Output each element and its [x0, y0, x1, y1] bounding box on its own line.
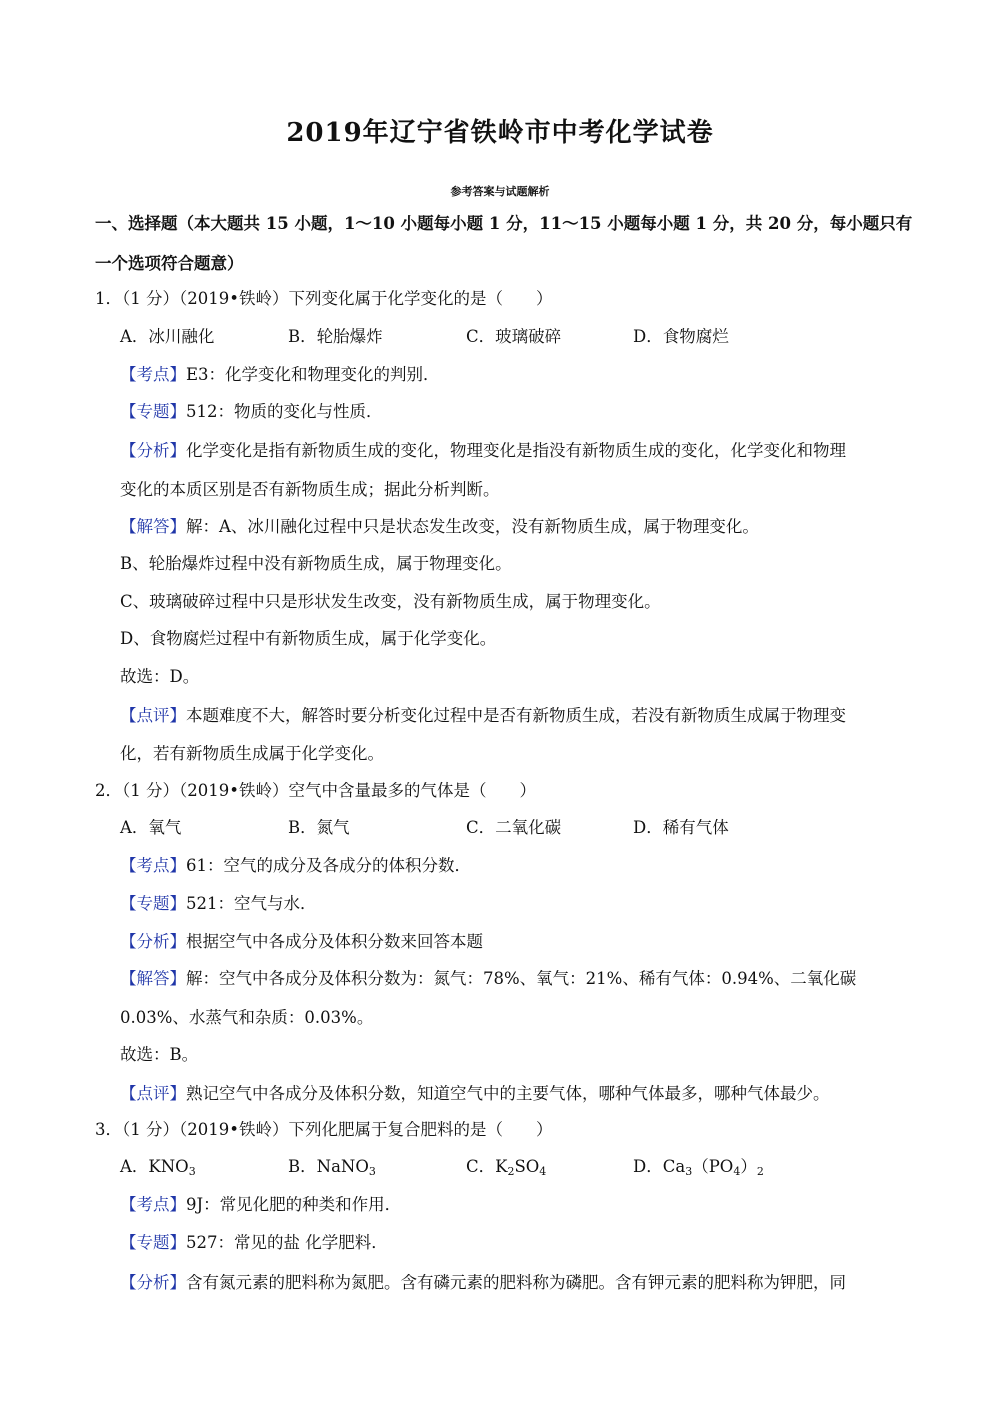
page-title: 2019年辽宁省铁岭市中考化学试卷 — [286, 118, 714, 148]
q2-option-a: A．氧气 — [120, 818, 182, 837]
kaodian-tag: 【考点】 — [120, 365, 186, 384]
q1-fenxi: 【分析】化学变化是指有新物质生成的变化，物理变化是指没有新物质生成的变化，化学变化和物理 — [120, 441, 846, 460]
q2-kaodian: 【考点】61：空气的成分及各成分的体积分数． — [120, 856, 471, 875]
q3-option-c: C．$K_2SO_4$ — [466, 1157, 547, 1178]
q2-fenxi: 【分析】根据空气中各成分及体积分数来回答本题 — [120, 932, 483, 951]
q1-option-d: D．食物腐烂 — [633, 327, 729, 346]
q3-zhuanti: 【专题】527：常见的盐 化学肥料． — [120, 1233, 388, 1252]
fenxi-tag: 【分析】 — [120, 441, 186, 460]
section-heading-cont: 一个选项符合题意） — [95, 254, 244, 273]
q1-jieda-d: D、食物腐烂过程中有新物质生成，属于化学变化。 — [120, 629, 497, 648]
question-1-stem: 1．（1 分）（2019•铁岭）下列变化属于化学变化的是（ ） — [95, 289, 553, 308]
q2-jieda: 【解答】解：空气中各成分及体积分数为：氮气：78%、氧气：21%、稀有气体：0.94%、二氧化碳 — [120, 969, 857, 988]
q2-zhuanti: 【专题】521：空气与水． — [120, 894, 317, 913]
q3-fenxi: 【分析】含有氮元素的肥料称为氮肥。含有磷元素的肥料称为磷肥。含有钾元素的肥料称为钾肥，同 — [120, 1273, 846, 1292]
q1-dianping: 【点评】本题难度不大，解答时要分析变化过程中是否有新物质生成，若没有新物质生成属于物理变 — [120, 706, 846, 725]
q2-dianping: 【点评】熟记空气中各成分及体积分数，知道空气中的主要气体，哪种气体最多，哪种气体最少。 — [120, 1084, 830, 1103]
q1-fenxi-cont: 变化的本质区别是否有新物质生成；据此分析判断。 — [120, 480, 500, 499]
q1-zhuanti: 【专题】512：物质的变化与性质． — [120, 402, 383, 421]
q1-answer: 故选：D。 — [120, 667, 200, 686]
q2-answer: 故选：B。 — [120, 1045, 199, 1064]
q1-option-a: A．冰川融化 — [120, 327, 215, 346]
question-2-stem: 2．（1 分）（2019•铁岭）空气中含量最多的气体是（ ） — [95, 781, 536, 800]
jieda-tag: 【解答】 — [120, 517, 186, 536]
q1-jieda-b: B、轮胎爆炸过程中没有新物质生成，属于物理变化。 — [120, 554, 512, 573]
q2-jieda-cont: 0.03%、水蒸气和杂质：0.03%。 — [120, 1008, 374, 1027]
q1-jieda: 【解答】解：A、冰川融化过程中只是状态发生改变，没有新物质生成，属于物理变化。 — [120, 517, 759, 536]
q1-kaodian: 【考点】E3：化学变化和物理变化的判别． — [120, 365, 440, 384]
q2-option-d: D．稀有气体 — [633, 818, 729, 837]
page-subtitle: 参考答案与试题解析 — [450, 185, 550, 198]
q2-option-b: B．氮气 — [288, 818, 350, 837]
section-heading: 一、选择题（本大题共 15 小题，1～10 小题每小题 1 分，11～15 小题每小题 1 分，共 20 分，每小题只有 — [95, 214, 913, 233]
dianping-tag: 【点评】 — [120, 706, 186, 725]
q3-option-d: D．$Ca_3(PO_4)_2$ — [633, 1157, 764, 1178]
q1-dianping-cont: 化，若有新物质生成属于化学变化。 — [120, 744, 384, 763]
q3-kaodian: 【考点】9J：常见化肥的种类和作用． — [120, 1195, 402, 1214]
q1-option-c: C．玻璃破碎 — [466, 327, 562, 346]
question-3-stem: 3．（1 分）（2019•铁岭）下列化肥属于复合肥料的是（ ） — [95, 1120, 553, 1139]
q1-jieda-c: C、玻璃破碎过程中只是形状发生改变，没有新物质生成，属于物理变化。 — [120, 592, 661, 611]
q2-option-c: C．二氧化碳 — [466, 818, 562, 837]
q1-option-b: B．轮胎爆炸 — [288, 327, 383, 346]
zhuanti-tag: 【专题】 — [120, 402, 186, 421]
q3-option-b: B．NaNO$_3$ — [288, 1157, 376, 1178]
q3-option-a: A．$KNO_3$ — [120, 1157, 196, 1178]
